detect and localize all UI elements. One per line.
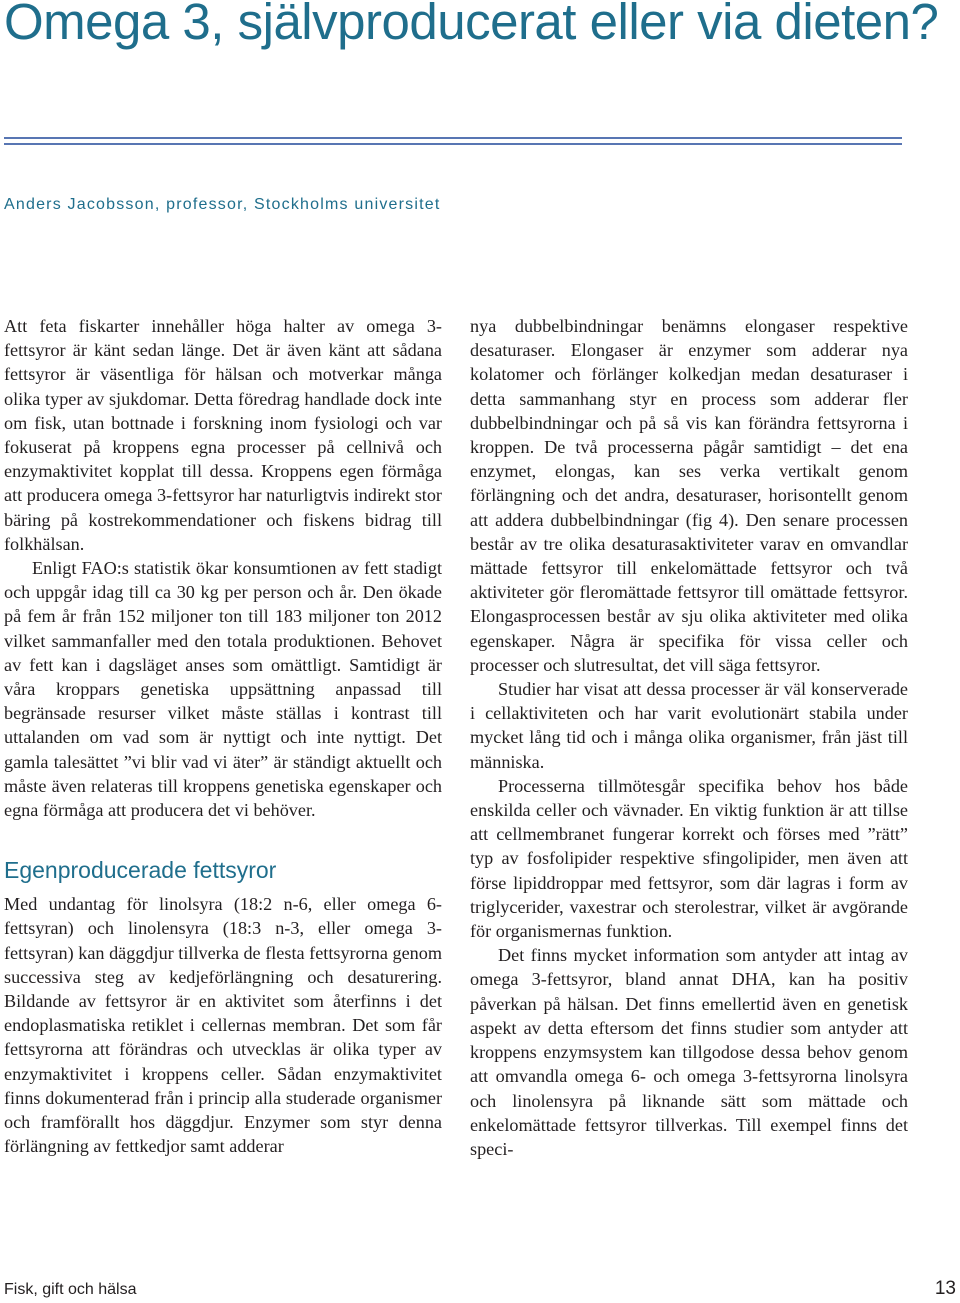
- left-paragraph-2: Enligt FAO:s statistik ökar konsumtionen av fett stadigt och uppgår idag till ca 30 kg per person och år. Den ökade på fem år från 152 miljoner ton till 183 miljoner ton 2012 vilket sammanfaller med den totala produktionen. Behovet av fett kan i dagsläget anses som omättligt. Samtidigt är våra kroppars genetiska uppsättning anpassad till begränsade resurser vilket måste ställas i kontrast till uttalanden om vad som är nyttigt och inte nyttigt. Det gamla talesättet ”vi blir vad vi äter” är ständigt aktuellt och måste även relateras till kroppens genetiska egenskaper och egna förmåga att producera det vi behöver.: [4, 558, 442, 821]
- page-title: Omega 3, självproducerat eller via dieten?: [4, 0, 939, 50]
- title-divider-bottom: [4, 143, 902, 145]
- publication-name: Fisk, gift och hälsa: [4, 1281, 137, 1298]
- right-paragraph-1: nya dubbelbindningar benämns elongaser respektive desaturaser. Elongaser är enzymer som adderar nya kolatomer och förlänger kolkedjan medan desaturaser i detta sammanhang styr en process som adderar fler dubbelbindningar och på så vis kan förändra fettsyrorna i kroppen. De två processerna pågår samtidigt – det ena enzymet, elongas, kan ses verka vertikalt genom förlängning och det andra, desaturaser, horisontellt genom att addera dubbelbindningar (fig 4). Den senare processen består av tre olika desaturasaktiviteter varav en omvandlar mättade fettsyror till enkelomättade fettsyror och två aktiviteter gör fleromättade fettsyror till omättade fettsyror. Elongasprocessen består av sju olika aktiviteter med olika egenskaper. Några är specifika för vissa celler och processer och slutresultat, det vill säga fettsyror.: [470, 316, 908, 675]
- right-paragraph-2: Studier har visat att dessa processer är väl konserverade i cellaktiviteten och har varit evolutionärt stabila under mycket lång tid och i många olika organismer, från jäst till människa.: [470, 679, 908, 772]
- right-paragraph-4: Det finns mycket information som antyder att intag av omega 3-fettsyror, bland annat DHA, kan ha positiv påverkan på hälsan. Det finns emellertid även en genetisk aspekt av detta eftersom det finns studier som antyder att kroppens enzymsystem kan tillgodose dessa behov genom att omvandla omega 6- och omega 3-fettsyrorna linolsyra och linolensyra på liknande sätt som mättade och enkelomättade fettsyror tillverkas. Till exempel finns det speci-: [470, 945, 908, 1159]
- author-line: Anders Jacobsson, professor, Stockholms universitet: [4, 196, 441, 213]
- title-divider-top: [4, 137, 902, 139]
- right-column: [470, 314, 908, 1161]
- left-column: [4, 314, 442, 1159]
- page-number: 13: [934, 1278, 956, 1299]
- left-paragraph-1: Att feta fiskarter innehåller höga halter av omega 3-fettsyror är känt sedan länge. Det är även känt att sådana fettsyror är väsentliga för hälsan och motverkar många olika typer av sjukdomar. Detta föredrag handlade dock inte om fisk, utan bottnade i forskning inom fysiologi och var fokuserat på kroppens egna processer på cellnivå och enzymaktivitet kopplat till dessa. Kroppens egen förmåga att producera omega 3-fettsyror har naturligtvis indirekt stor bäring på kostrekommendationer och fiskens bidrag till folkhälsan.: [4, 316, 442, 554]
- left-paragraph-3: Med undantag för linolsyra (18:2 n-6, eller omega 6-fettsyran) och linolensyra (18:3 n-3, eller omega 3-fettsyran) kan däggdjur tillverka de flesta fettsyrorna genom successiva steg av kedjeförlängning och desaturering. Bildande av fettsyror är en aktivitet som återfinns i det endoplasmatiska retiklet i cellernas membran. Det som får fettsyrorna att förändras och utvecklas är olika typer av enzymaktivitet i kroppens celler. Sådan enzymaktivitet finns dokumenterad från i princip alla studerade organismer och framförallt hos däggdjur. Enzymer som styr denna förlängning av fettkedjor samt adderar: [4, 894, 442, 1157]
- right-paragraph-3: Processerna tillmötesgår specifika behov hos både enskilda celler och vävnader. En viktig funktion är att tillse att cellmembranet fungerar korrekt och förses med ”rätt” typ av fosfolipider respektive sfingolipider, men även att förse lipiddroppar med fettsyror, som där lagras i form av triglycerider, vaxestrar och sterolestrar, vilket är avgörande för organismernas funktion.: [470, 775, 908, 942]
- section-heading: Egenproducerade fettsyror: [4, 857, 277, 884]
